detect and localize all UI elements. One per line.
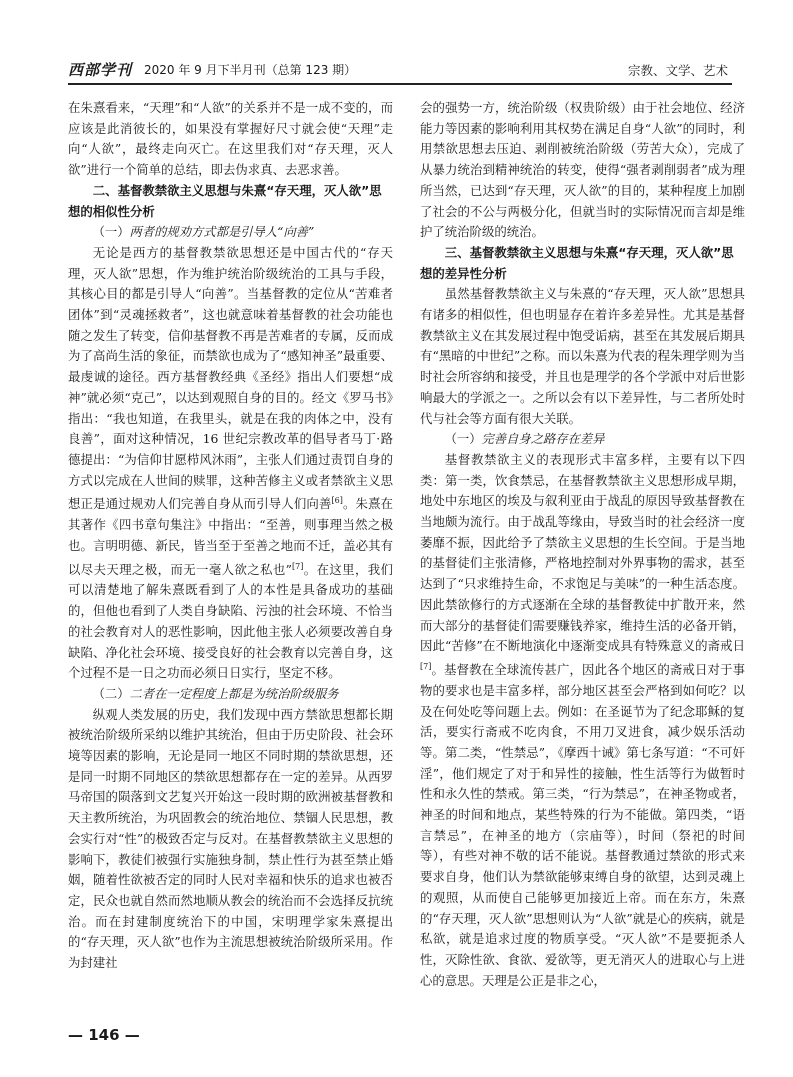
journal-logo: 西部学刊 bbox=[68, 61, 133, 79]
page-number: — 146 — bbox=[68, 1026, 140, 1044]
paragraph-text: 无论是西方的基督教禁欲思想还是中国古代的“存天理，灭人欲”思想，作为维护统治阶级统治的工具与手段，其核心目的都是引导人“向善”。当基督教的定位从“苦难者团体”到“灵魂拯救者”，这也就意味着基督教的社会功能也随之发生了转变，信仰基督教不再是苦难者的专属，反而成为了高尚生活的象征，而禁欲也成为了“感知神圣”最重要、最虔诚的途径。西方基督教经典《圣经》指出人们要想“成神”就必须“克己”，以达到观照自身的目的。经文《罗马书》指出：“我也知道，在我里头，就是在我的肉体之中，没有良善”，面对这种情况，16 世纪宗教改革的倡导者马丁·路德提出：“为信仰甘愿栉风沐雨”，主张人们通过责罚自身的方式以完成在人世间的赎罪，这种苦修主义或者禁欲主义思想正是通过规劝人们完善自身从而引导人们向善 bbox=[68, 244, 393, 512]
subsection-number: （一） bbox=[444, 432, 482, 447]
subsection-heading bbox=[68, 222, 393, 243]
subsection-title: 完善自身之路存在差异 bbox=[481, 432, 605, 447]
page-header bbox=[68, 58, 732, 80]
paragraph: 会的强势一方，统治阶级（权贵阶级）由于社会地位、经济能力等因素的影响利用其权势在满足自身“人欲”的同时，利用禁欲思想去压迫、剥削被统治阶级（劳苦大众），完成了从暴力统治到精神统治的转变，使得“强者剥削弱者”成为理所当然，已达到“存天理，灭人欲”的目的，某种程度上加剧了社会的不公与两极分化，但就当时的实际情况而言却是维护了统治阶级的统治。 bbox=[420, 100, 745, 240]
subsection-number: （二） bbox=[92, 686, 130, 701]
paragraph-text: 。基督教在全球流传甚广，因此各个地区的斋戒日对于事物的要求也是丰富多样，部分地区甚至会严格到如何吃？以及在何处吃等问题上去。例如：在圣诞节为了纪念耶稣的复活，要实行斋戒不吃肉食，不用刀叉进食，减少娱乐活动等。第二类，“性禁忌”，《摩西十诫》第七条写道：“不可奸淫”，他们规定了对于和异性的接触，性生活等行为做暂时性和永久性的禁戒。第三类，“行为禁忌”，在神圣物或者，神圣的时间和地点，某些特殊的行为不能做。第四类，“语言禁忌”，在神圣的地方（宗庙等），时间（祭祀的时间等），有些对神不敬的话不能说。基督教通过禁欲的形式来要求自身，他们认为禁欲能够束缚自身的欲望，达到灵魂上的观照，从而使自己能够更加接近上帝。而在东方，朱熹的“存天理，灭人欲”思想则认为“人欲”就是心的疾病，就是私欲，就是追求过度的物质享受。“灭人欲”不是要扼杀人性，灭除性欲、食欲、爱欲等，更无消灭人的进取心与上进心的意思。天理是公正是非之心， bbox=[420, 662, 745, 988]
header-divider bbox=[68, 83, 732, 85]
citation: [7] bbox=[420, 661, 432, 671]
left-column bbox=[68, 98, 393, 974]
subsection-number: （一） bbox=[92, 225, 130, 240]
paragraph: 在朱熹看来，“天理”和“人欲”的关系并不是一成不变的，而应该是此消彼长的，如果没有掌握好尺寸就会使“天理”走向“人欲”，最终走向灭亡。在这里我们对“存天理，灭人欲”进行一个简单的总结，即去伪求真、去恶求善。 bbox=[68, 100, 393, 178]
paragraph-text: 基督教禁欲主义的表现形式丰富多样，主要有以下四类：第一类，饮食禁忌，在基督教禁欲主义思想形成早期，地处中东地区的埃及与叙利亚由于战乱的原因导致基督教在当地颇为流行。由于战乱等缘由，导致当时的社会经济一度萎靡不振，因此给予了禁欲主义思想的生长空间。于是当地的基督徒们主张清修，严格地控制对外界事物的需求，甚至达到了“只求维持生命，不求饱足与美味”的一种生活态度。因此禁欲修行的方式逐渐在全球的基督教徒中扩散开来，然而大部分的基督徒们需要赚钱养家，维持生活的必备开销，因此“苦修”在不断地演化中逐渐变成具有特殊意义的斋戒日 bbox=[420, 451, 745, 654]
subsection-title: 两者的规劝方式都是引导人“向善” bbox=[129, 225, 315, 240]
citation: [6] bbox=[331, 496, 343, 506]
section-title: 宗教、文学、艺术 bbox=[627, 63, 728, 78]
issue-info: 2020 年 9 月下半月刊（总第 123 期） bbox=[144, 63, 357, 77]
paragraph-text: 。朱熹在其著作《四书章句集注》中指出：“至善，则事理当然之极也。言明明德、新民，皆当至于至善之地而不迁，盖必其有以尽夫天理之极，而无一毫人欲之私也” bbox=[68, 496, 394, 577]
subsection-heading bbox=[420, 429, 745, 450]
paragraph-text: 。在这里，我们可以清楚地了解朱熹既看到了人的本性是具备成功的基础的，但他也看到了人类自身缺陷、污浊的社会环境、不恰当的社会教育对人的恶性影响，因此他主张人必须要改善自身缺陷、净化社会环境、接受良好的社会教育以完善自身，这个过程不是一日之功而必须日日实行，坚定不移。 bbox=[68, 561, 393, 681]
section-heading: 二、基督教禁欲主义思想与朱熹“存天理，灭人欲”思想的相似性分析 bbox=[68, 182, 382, 219]
citation: [7] bbox=[292, 561, 304, 571]
paragraph: 纵观人类发展的历史，我们发现中西方禁欲思想都长期被统治阶级所采纳以维护其统治，但由于历史阶段、社会环境等因素的影响，无论是同一地区不同时期的禁欲思想，还是同一时期不同地区的禁欲思想都存在一定的差异。从西罗马帝国的陨落到文艺复兴开始这一段时期的欧洲被基督教和天主教所统治，为巩固教会的统治地位、禁锢人民思想，教会实行对“性”的极致否定与反对。在基督教禁欲主义思想的影响下，教徒们被强行实施独身制，禁止性行为甚至禁止婚姻，随着性欲被否定的同时人民对幸福和快乐的追求也被否定，民众也就自然而然地顺从教会的统治而不会选择反抗统治。而在封建制度统治下的中国，宋明理学家朱熹提出的“存天理，灭人欲”也作为主流思想被统治阶级所采用。作为封建社 bbox=[68, 706, 393, 971]
paragraph bbox=[68, 243, 393, 684]
subsection-title: 二者在一定程度上都是为统治阶级服务 bbox=[129, 686, 339, 701]
paragraph: 虽然基督教禁欲主义与朱熹的“存天理，灭人欲”思想具有诸多的相似性，但也明显存在着许多差异性。尤其是基督教禁欲主义在其发展过程中饱受诟病，甚至在其发展后期具有“黑暗的中世纪”之称。而以朱熹为代表的程朱理学则为当时社会所容纳和接受，并且也是理学的各个学派中对后世影响最大的学派之一。之所以会有以下差异性，与二者所处时代与社会等方面有很大关联。 bbox=[420, 286, 745, 426]
section-heading: 三、基督教禁欲主义思想与朱熹“存天理，灭人欲”思想的差异性分析 bbox=[420, 244, 734, 281]
paragraph bbox=[420, 450, 745, 991]
subsection-heading bbox=[68, 684, 393, 705]
right-column bbox=[420, 98, 745, 991]
